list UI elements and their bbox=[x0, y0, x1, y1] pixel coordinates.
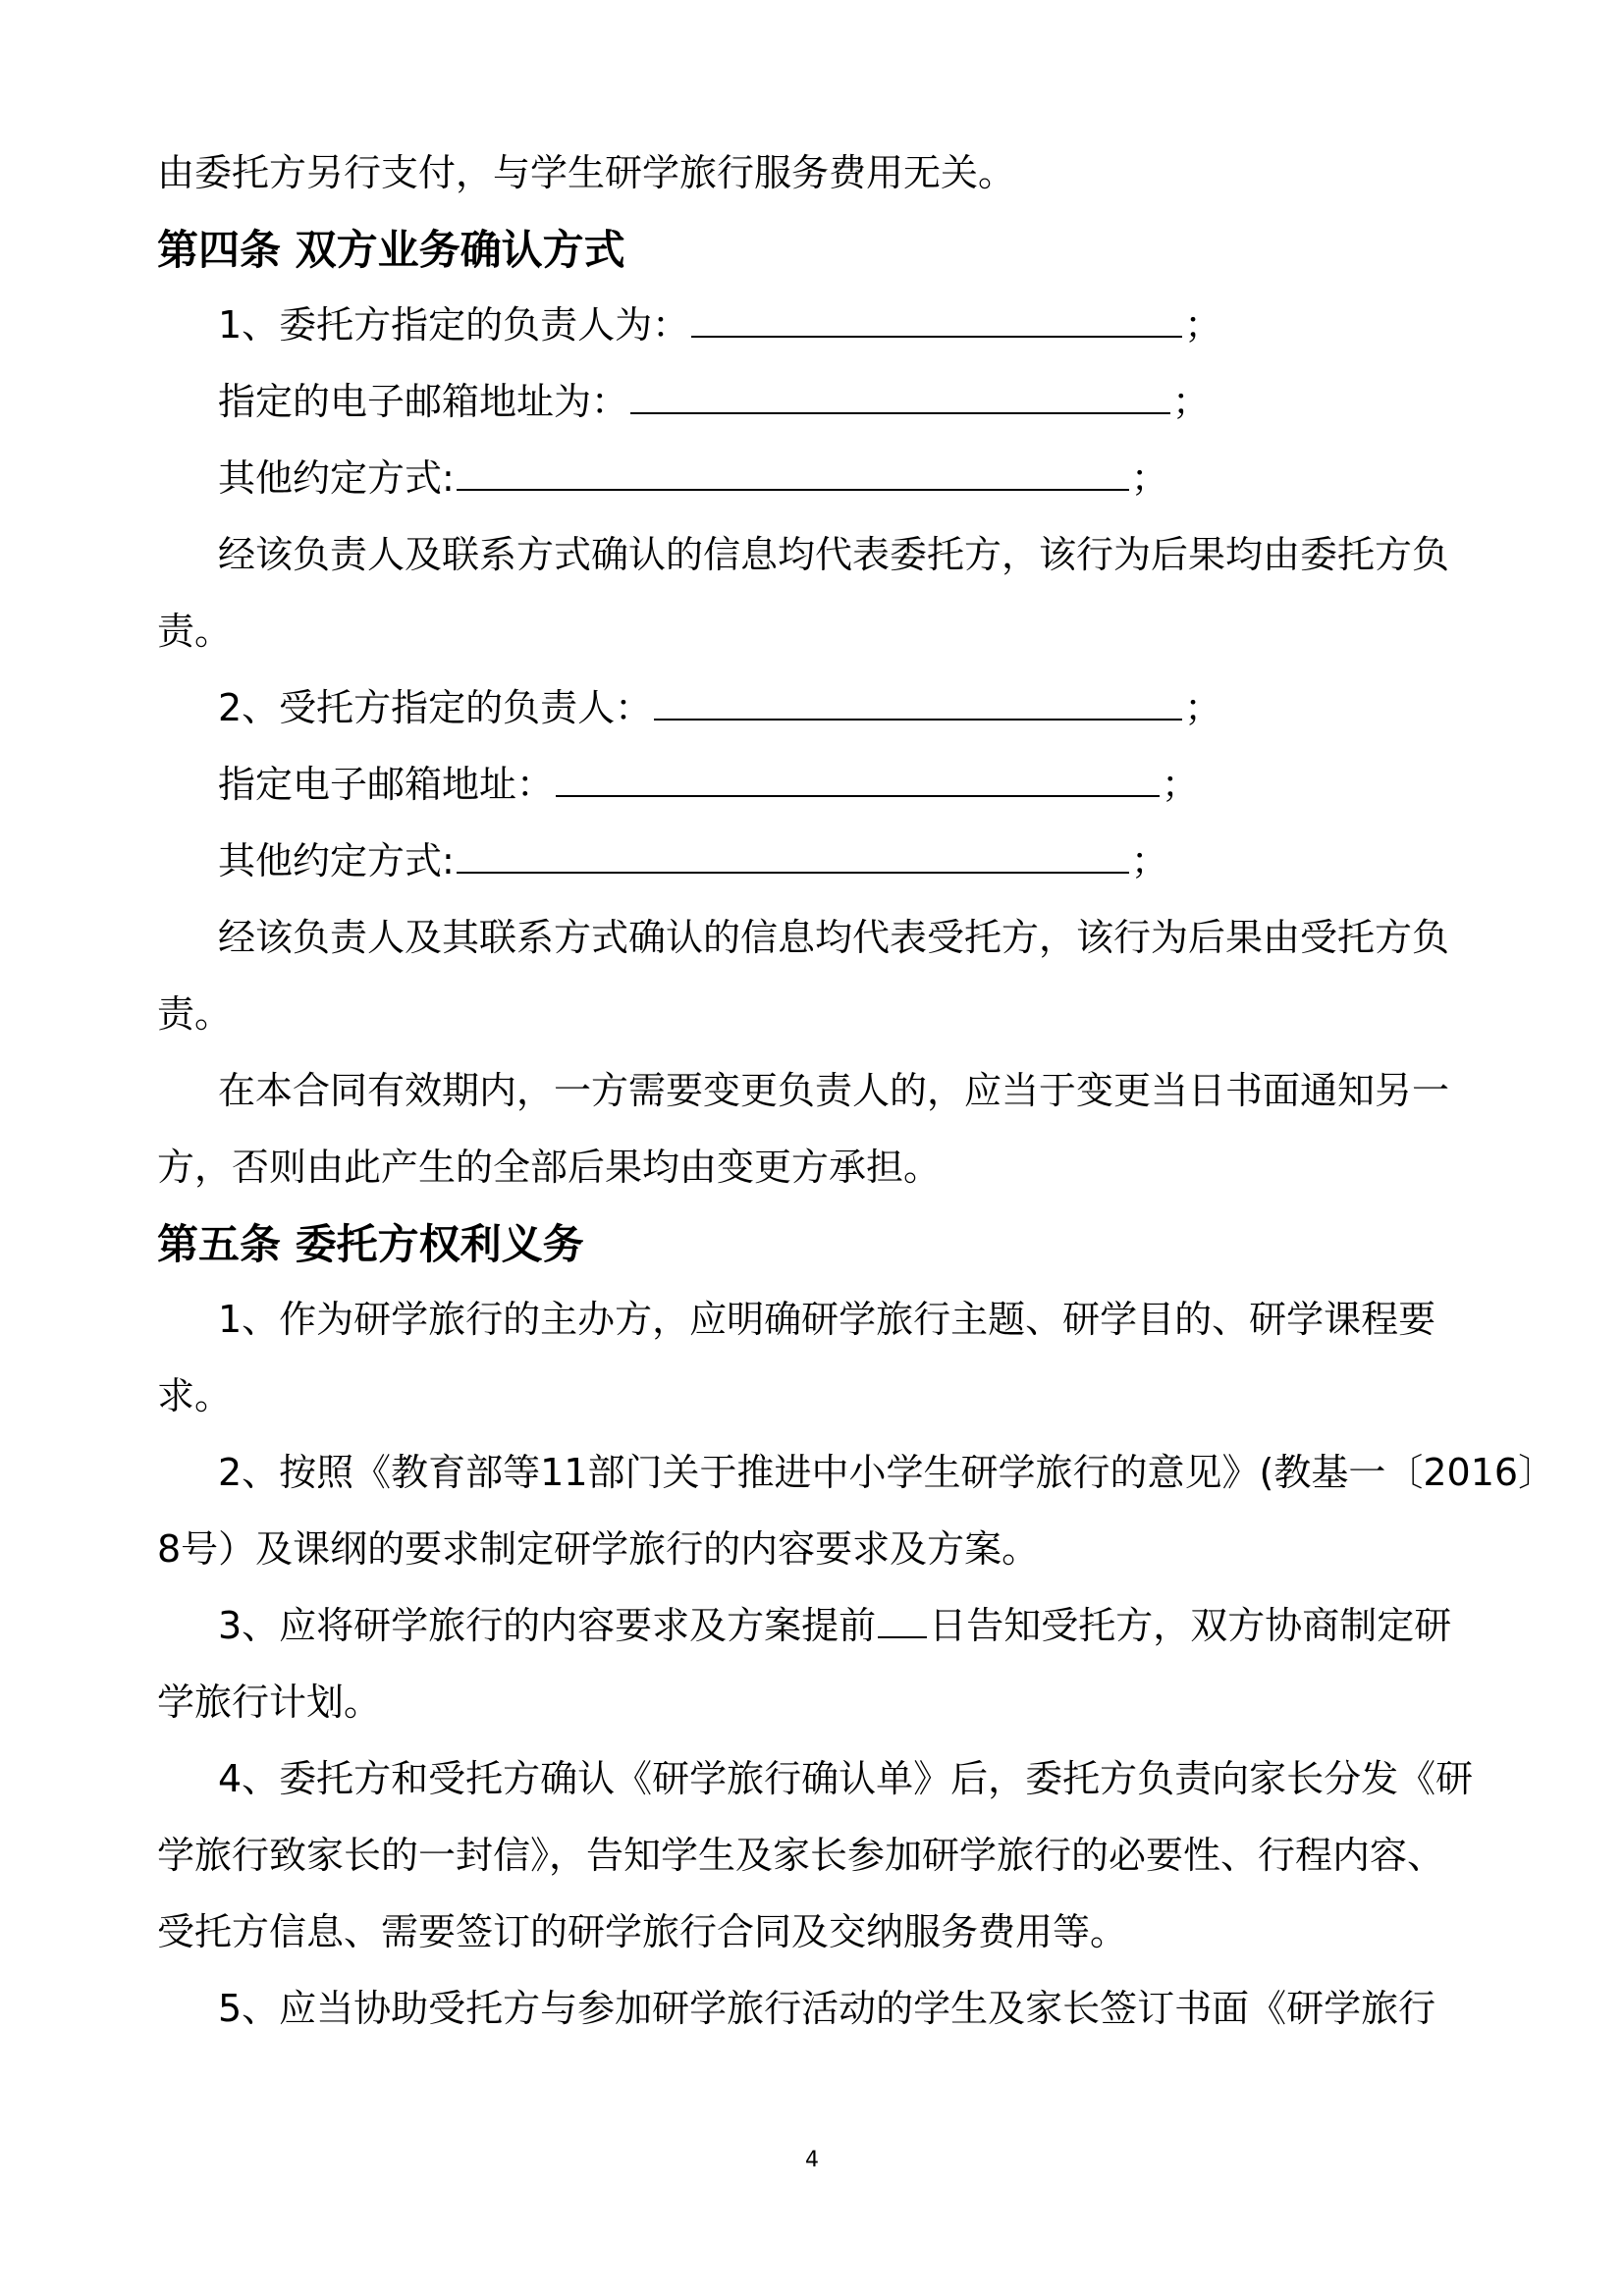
client-email-blank bbox=[630, 379, 1170, 414]
client-other-label: 其他约定方式: bbox=[218, 456, 455, 500]
paragraph-line: 2、按照《教育部等11部门关于推进中小学生研学旅行的意见》(教基一〔2016〕 bbox=[218, 1451, 1556, 1494]
trustee-email-blank bbox=[556, 762, 1160, 797]
paragraph-line: 1、作为研学旅行的主办方，应明确研学旅行主题、研学目的、研学课程要 bbox=[218, 1298, 1436, 1341]
trustee-email-label: 指定电子邮箱地址： bbox=[218, 763, 555, 806]
paragraph-line: 8号）及课纲的要求制定研学旅行的内容要求及方案。 bbox=[157, 1527, 1040, 1571]
item-3-line bbox=[218, 1600, 1543, 1651]
paragraph-line: 由委托方另行支付，与学生研学旅行服务费用无关。 bbox=[157, 151, 1016, 194]
field-terminator: ； bbox=[1184, 686, 1222, 729]
trustee-other-field bbox=[218, 835, 1543, 886]
field-terminator: ； bbox=[1162, 763, 1200, 806]
trustee-contact-blank bbox=[654, 685, 1182, 721]
paragraph-line: 学旅行计划。 bbox=[157, 1681, 382, 1724]
client-contact-label: 1、委托方指定的负责人为： bbox=[218, 303, 690, 347]
days-blank bbox=[878, 1603, 927, 1638]
paragraph-line: 经该负责人及联系方式确认的信息均代表委托方，该行为后果均由委托方负 bbox=[218, 533, 1450, 576]
paragraph-line: 责。 bbox=[157, 992, 233, 1036]
page-number: 4 bbox=[805, 2148, 819, 2172]
item-3-text-before: 3、应将研学旅行的内容要求及方案提前 bbox=[218, 1604, 877, 1647]
trustee-email-field bbox=[218, 759, 1543, 810]
client-contact-blank bbox=[691, 302, 1182, 338]
paragraph-line: 学旅行致家长的一封信》，告知学生及家长参加研学旅行的必要性、行程内容、 bbox=[157, 1834, 1445, 1877]
paragraph-line: 4、委托方和受托方确认《研学旅行确认单》后，委托方负责向家长分发《研 bbox=[218, 1757, 1474, 1800]
item-3-text-after: 日告知受托方，双方协商制定研 bbox=[929, 1604, 1452, 1647]
client-email-label: 指定的电子邮箱地址为： bbox=[218, 380, 629, 423]
trustee-other-label: 其他约定方式: bbox=[218, 839, 455, 882]
trustee-contact-field bbox=[218, 682, 1543, 733]
client-email-field bbox=[218, 376, 1543, 427]
article-4-heading: 第四条 双方业务确认方式 bbox=[157, 226, 625, 274]
paragraph-line: 在本合同有效期内，一方需要变更负责人的，应当于变更当日书面通知另一 bbox=[218, 1069, 1450, 1112]
paragraph-line: 方，否则由此产生的全部后果均由变更方承担。 bbox=[157, 1146, 942, 1189]
paragraph-line: 求。 bbox=[157, 1374, 233, 1417]
paragraph-line: 经该负责人及其联系方式确认的信息均代表受托方，该行为后果由受托方负 bbox=[218, 916, 1450, 959]
trustee-contact-label: 2、受托方指定的负责人： bbox=[218, 686, 653, 729]
client-other-blank bbox=[457, 455, 1129, 491]
client-other-field bbox=[218, 453, 1543, 504]
trustee-other-blank bbox=[457, 838, 1129, 874]
article-5-heading: 第五条 委托方权利义务 bbox=[157, 1220, 584, 1268]
field-terminator: ； bbox=[1130, 839, 1168, 882]
paragraph-line: 受托方信息、需要签订的研学旅行合同及交纳服务费用等。 bbox=[157, 1910, 1128, 1953]
field-terminator: ； bbox=[1184, 303, 1222, 347]
paragraph-line: 5、应当协助受托方与参加研学旅行活动的学生及家长签订书面《研学旅行 bbox=[218, 1987, 1436, 2030]
field-terminator: ； bbox=[1172, 380, 1211, 423]
paragraph-line: 责。 bbox=[157, 610, 233, 653]
client-contact-field bbox=[218, 299, 1543, 350]
field-terminator: ； bbox=[1130, 456, 1168, 500]
